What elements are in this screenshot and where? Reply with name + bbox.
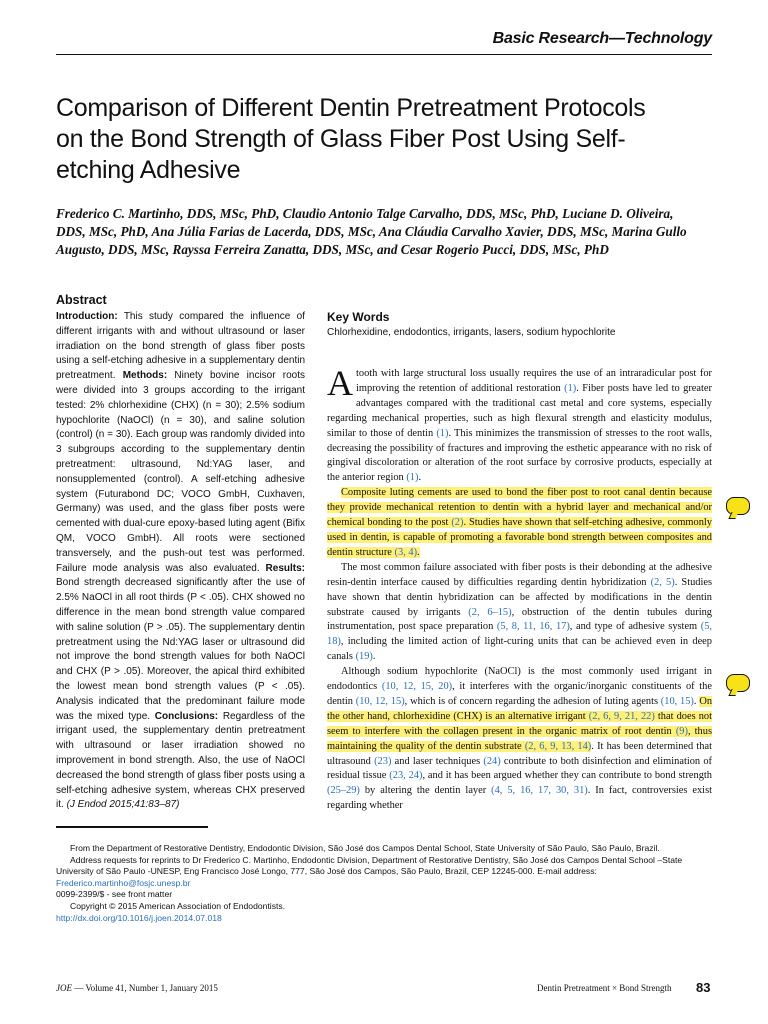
body-text: . — [372, 651, 376, 663]
body-paragraph — [327, 665, 712, 814]
body-text: , obstruction of the dentin tubules during instrumentation, post space preparation — [327, 606, 712, 633]
body-paragraph — [327, 561, 712, 665]
body-text: . Studies have shown that self-etching adhesive, commonly used in dentin, is capable of promoting a favorable bond strength between composites and dentin structure — [327, 517, 712, 558]
reference-link[interactable]: (4, 5, 16, 17, 30, 31) — [491, 785, 588, 797]
body-text: , it interferes with the organic/inorganic constituents of the dentin — [327, 681, 712, 707]
reference-link[interactable]: (2, 6, 9, 21, 22) — [588, 710, 655, 722]
reference-link[interactable]: (10, 12, 15) — [355, 695, 405, 707]
body-text: , thus maintaining the quality of the dentin substrate — [327, 725, 712, 752]
reference-link[interactable]: (3, 4) — [394, 546, 418, 558]
footnote-issn: 0099-2399/$ - see front matter — [56, 889, 173, 900]
comment-note-icon[interactable] — [726, 674, 750, 692]
reference-link[interactable]: (25–29) — [327, 785, 360, 797]
abstract-intro-label: Introduction: — [56, 311, 118, 322]
author-list: Frederico C. Martinho, DDS, MSc, PhD, Claudio Antonio Talge Carvalho, DDS, MSc, PhD, Luciane D. Oliveira, DDS, MSc, PhD, Ana Júlia Farias de Lacerda, DDS, MSc, Ana Cláudia Carvalho Xavier, DDS, MSc, Marina Gullo Augusto, DDS, MSc, Rayssa Ferreira Zanatta, DDS, MSc, and Cesar Rogerio Pucci, DDS, MSc, PhD — [56, 206, 687, 257]
comment-note-icon[interactable] — [726, 497, 750, 515]
body-text: tooth with large structural loss usually requires the use of an intraradicular post for improving the retention of additional restoration — [356, 368, 712, 394]
body-text: , and type of adhesive system — [569, 621, 701, 633]
reference-link[interactable]: (5, 18) — [327, 621, 712, 648]
body-text: , which is of concern regarding the adhesion of luting agents — [404, 695, 661, 707]
highlighted-text[interactable] — [327, 487, 712, 558]
reference-link[interactable]: (24) — [483, 755, 501, 767]
footnote-copyright: Copyright © 2015 American Association of Endodontists. — [70, 900, 286, 911]
page-number: 83 — [696, 980, 711, 995]
drop-cap: A — [327, 363, 353, 403]
body-text: . This minimizes the transmission of stresses to the root walls, decreasing the possibility of fractures and improving the esthetic appearance with no risk of gingival discoloration or alteration of the root surface by corrosive products, especially at the anterior region — [327, 427, 712, 484]
footnote-address-text: Address requests for reprints to Dr Frederico C. Martinho, Endodontic Division, Department of Restorative Dentistry, São José dos Campos Dental School –State University of São Paulo -UNESP, Eng Francisco José Longo, 777, São José dos Campos, São Paulo, Brazil, CEP 12245-000. E-mail address: — [56, 854, 683, 877]
footer-journal — [56, 983, 218, 993]
footnote-affiliation: From the Department of Restorative Dentistry, Endodontic Division, São José dos Campos Dental School, State University of São Paulo, São Paulo, Brazil. — [70, 843, 660, 853]
body-text: and laser techniques — [391, 755, 484, 767]
footnotes — [56, 843, 716, 924]
abstract-text — [56, 310, 305, 813]
abstract-conclusions-label: Conclusions: — [154, 710, 219, 722]
doi-link[interactable]: http://dx.doi.org/10.1016/j.joen.2014.07.018 — [56, 912, 222, 923]
reference-link[interactable]: (2) — [451, 517, 464, 529]
body-text: , and it has been argued whether they can contribute to bond strength — [422, 770, 712, 782]
reference-link[interactable]: (5, 8, 11, 16, 17) — [496, 621, 570, 633]
body-paragraph-highlighted — [327, 486, 712, 561]
section-header: Basic Research—Technology — [492, 30, 712, 47]
body-text: On the other hand, chlorhexidine (CHX) is an alternative irrigant — [327, 695, 713, 722]
body-text: that does not seem to interfere with the collagen present in the organic matrix of root dentin — [327, 710, 712, 737]
keywords-text: Chlorhexidine, endodontics, irrigants, lasers, sodium hypochlorite — [327, 327, 616, 338]
body-text: Although sodium hypochlorite (NaOCl) is the most commonly used irrigant in endodontics — [327, 666, 712, 693]
body-text: . In fact, controversies exist regarding whether — [327, 785, 712, 812]
reference-link[interactable]: (9) — [675, 725, 688, 737]
reference-link[interactable]: (19) — [355, 651, 373, 663]
keywords-heading: Key Words — [327, 310, 390, 324]
reference-link[interactable]: (23) — [374, 755, 392, 767]
body-text: . Fiber posts have led to greater advantages compared with the traditional cast metal and core systems, especially regarding mechanical properties, such as high flexural strength and elasticity modulus, similar to those of dentin — [327, 382, 712, 439]
body-text: . Studies have shown that dentin hybridization can be affected by modifications in the dentin substrate caused by irrigants — [327, 576, 713, 618]
abstract-intro: This study compared the influence of different irrigants with and without ultrasound or laser irradiation on the bond strength of glass fiber posts using a self-etching adhesive in a supplementary dentin pretreatment. — [56, 311, 305, 382]
abstract-heading: Abstract — [56, 293, 107, 307]
reference-link[interactable]: (10, 12, 15, 20) — [381, 681, 453, 693]
body-text: by altering the dentin layer — [359, 785, 492, 797]
header-rule — [56, 54, 712, 55]
abstract-results: Bond strength decreased significantly after the use of 2.5% NaOCl in all root thirds (P < .05). CHX showed no difference in the mean bond strength value compared with saline solution (P > .05). The supplementary dentin pretreatment using the Nd:YAG laser or ultrasound did not improve the bond strength values for both NaOCl and CHX (P > .05). Moreover, the apical third exhibited the lowest mean bond strength values (P < .05). Analysis indicated that the predominant failure mode was the mixed type. — [56, 577, 305, 722]
body-text: . — [417, 546, 420, 558]
email-link[interactable]: Frederico.martinho@fosjc.unesp.br — [56, 877, 191, 888]
abstract-methods: Ninety bovine incisor roots were divided into 3 groups according to the irrigant tested: 2% chlorhexidine (CHX) (n = 30); 2.5% sodium hypochlorite (NaOCl) (n = 30), and saline solution (control) (n = 30). Each group was randomly divided into 3 subgroups according to the supplementary dentin pretreatment: ultrasound, Nd:YAG laser, and nonsupplemented (control). A self-etching adhesive system (Futurabond DC; VOCO GmbH, Cuxhaven, Germany) was used, and the glass fiber posts were cemented with dual-cure epoxy-based luting agent (Bifix QM, VOCO GmbH). All roots were sectioned transversely, and the push-out test was performed. Failure mode analysis was also evaluated. — [56, 370, 306, 574]
reference-link[interactable]: (1) — [564, 382, 577, 394]
reference-link[interactable]: (2, 6–15) — [468, 606, 512, 618]
body-text: . — [418, 472, 422, 484]
reference-link[interactable]: (2, 5) — [650, 576, 675, 588]
reference-link[interactable]: (2, 6, 9, 13, 14) — [524, 740, 592, 752]
body-text: Composite luting cements are used to bond the fiber post to root canal dentin because they provide mechanical retention to dentin with a hybrid layer and mechanical and/or chemical bonding to the post — [327, 487, 712, 529]
journal-abbrev: JOE — [56, 983, 72, 993]
running-title: Dentin Pretreatment × Bond Strength — [537, 983, 672, 993]
body-text: contribute to both disinfection and elimination of residual tissue — [327, 755, 712, 782]
reference-link[interactable]: (1) — [436, 427, 449, 439]
journal-issue: — Volume 41, Number 1, January 2015 — [72, 983, 218, 993]
reference-link[interactable]: (1) — [406, 472, 419, 484]
body-paragraph — [327, 363, 712, 486]
footnote-address — [56, 855, 716, 890]
reference-link[interactable]: (10, 15) — [660, 695, 694, 707]
body-text: . It has been determined that ultrasound — [327, 740, 712, 767]
article-body — [327, 363, 713, 814]
abstract-methods-label: Methods: — [122, 370, 168, 382]
footnote-rule — [56, 826, 208, 828]
article-title: Comparison of Different Dentin Pretreatment Protocols on the Bond Strength of Glass Fiber Post Using Self-etching Adhesive — [56, 94, 646, 184]
body-text: . — [693, 695, 700, 707]
abstract-citation: (J Endod 2015;41:83–87) — [66, 799, 180, 811]
abstract-results-label: Results: — [265, 562, 305, 574]
body-text: , including the limited action of light-curing units that can be achieved even in deep canals — [327, 636, 712, 663]
abstract-conclusions: Regardless of the irrigant used, the supplementary dentin pretreatment with ultrasound or laser irradiation showed no improvement in bond strength. Also, the use of NaOCl decreased the bond strength of glass fiber posts using a self-etching adhesive system, whereas CHX preserved it. — [56, 710, 305, 811]
reference-link[interactable]: (23, 24) — [389, 770, 423, 782]
body-text: The most common failure associated with fiber posts is their debonding at the adhesive resin-dentin interface caused by difficulties regarding dentin hybridization — [327, 561, 712, 588]
